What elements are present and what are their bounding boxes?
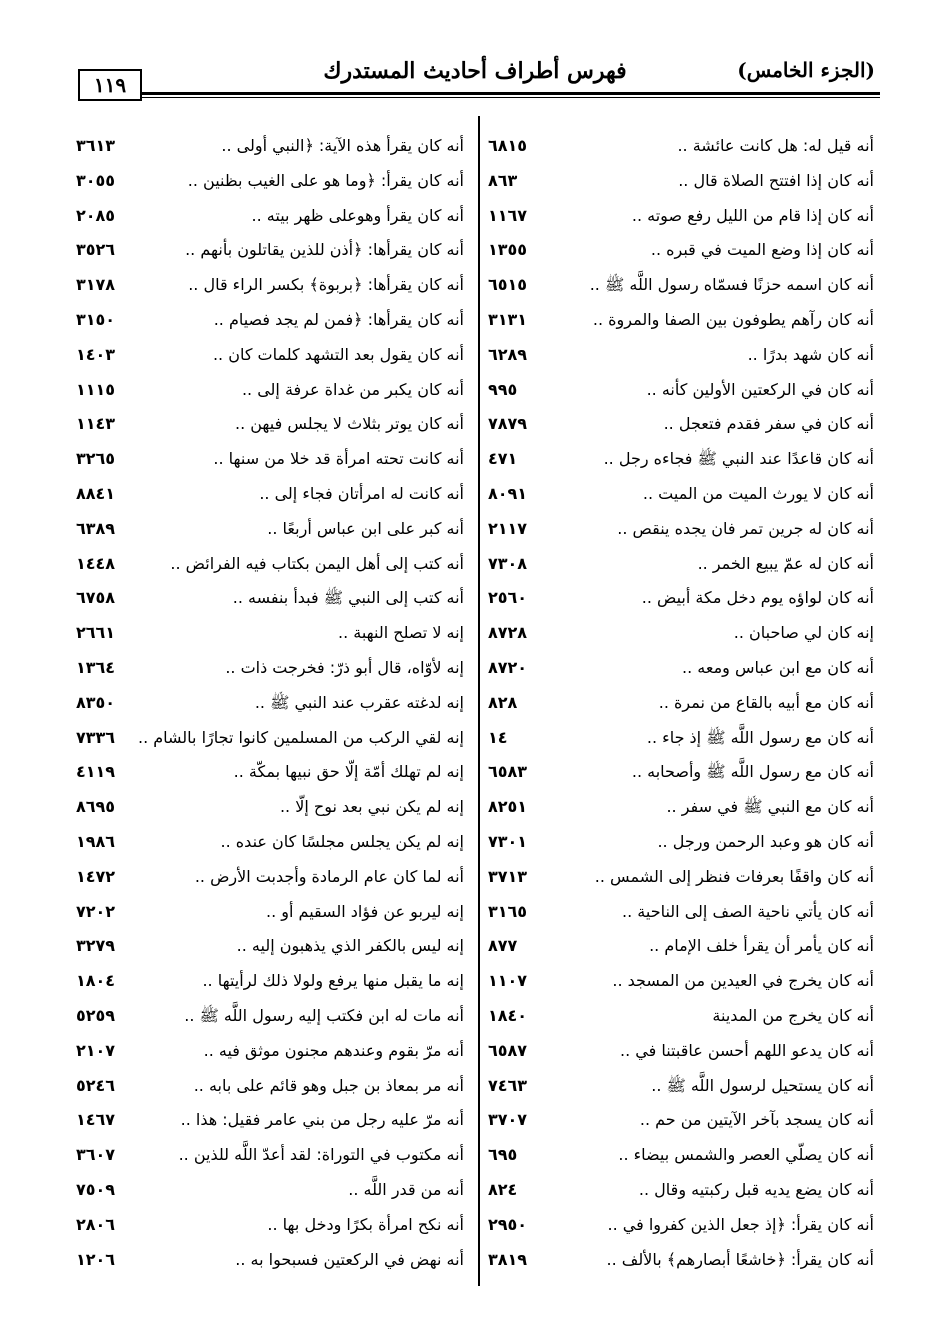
entry-reference: ٧٣٠٨ <box>488 553 528 573</box>
entry-text: أنه كبر على ابن عباس أربعًا .. <box>267 518 464 538</box>
index-entry <box>482 550 882 585</box>
entry-reference: ١١٤٣ <box>76 414 116 434</box>
entry-text: أنه كان يقرأها: ﴿بربوة﴾ بكسر الراء قال .. <box>188 275 464 295</box>
entry-text: أنه كان إذا قام من الليل رفع صوته .. <box>631 205 874 225</box>
entry-text: أنه كان إذا افتتح الصلاة قال .. <box>678 170 874 190</box>
index-entry <box>70 863 470 898</box>
entry-text: أنه من قدر اللَّه .. <box>348 1179 464 1199</box>
entry-reference: ٣٥٢٦ <box>76 240 116 260</box>
entry-text: أنه كان رآهم يطوفون بين الصفا والمروة .. <box>592 309 874 329</box>
entry-reference: ١٤٦٧ <box>76 1110 116 1130</box>
entry-reference: ٣٢٧٩ <box>76 936 116 956</box>
entry-reference: ٨٦٩٥ <box>76 797 116 817</box>
entry-reference: ٣٦١٣ <box>76 136 116 155</box>
entry-reference: ٨٠٩١ <box>488 483 528 503</box>
entry-text: أنه كان اسمه حزنًا فسمّاه رسول اللَّه ﷺ .. <box>589 275 874 295</box>
entry-text: إنه لأوّاه، قال أبو ذرّ: فخرجت ذات .. <box>225 657 464 677</box>
index-entry <box>482 1037 882 1072</box>
entry-reference: ٢٦٦١ <box>76 623 116 643</box>
index-entry <box>482 793 882 828</box>
index-entry <box>482 1072 882 1107</box>
index-entry <box>70 619 470 654</box>
entry-reference: ٦٩٥ <box>488 1145 518 1165</box>
column-divider <box>478 116 480 1286</box>
index-entry <box>482 202 882 237</box>
index-entry <box>482 167 882 202</box>
entry-reference: ٢٥٦٠ <box>488 588 528 608</box>
entry-text: إنه لقي الركب من المسلمين كانوا تجارًا بالشام .. <box>137 727 464 747</box>
entry-reference: ١٨٠٤ <box>76 971 116 991</box>
entry-reference: ٧٥٠٩ <box>76 1179 116 1199</box>
index-entry <box>70 410 470 445</box>
left-column <box>70 132 470 1280</box>
entry-reference: ٣٢٦٥ <box>76 449 116 469</box>
right-column <box>482 132 882 1280</box>
entry-text: أنه كان يقرأها: ﴿فمن لم يجد فصيام .. <box>213 309 464 329</box>
entry-text: إنه ليس بالكفر الذي يذهبون إليه .. <box>236 936 464 956</box>
index-entry <box>482 758 882 793</box>
entry-text: إنه ما يقبل منها يرفع ولولا ذلك لرأيتها .. <box>202 971 464 991</box>
entry-reference: ٦٣٨٩ <box>76 518 116 538</box>
entry-text: أنه قيل له: هل كانت عائشة .. <box>677 136 874 155</box>
entry-text: أنه كان إذا وضع الميت في قبره .. <box>650 240 874 260</box>
index-entry <box>70 376 470 411</box>
entry-text: أنه كان يخرج في العيدين من المسجد .. <box>612 971 874 991</box>
entry-text: أنه لما كان عام الرمادة وأجدبت الأرض .. <box>194 866 464 886</box>
entry-reference: ٧٤٦٣ <box>488 1075 528 1095</box>
entry-text: أنه نهض في الركعتين فسبحوا به .. <box>235 1249 464 1269</box>
entry-text: أنه كان يأمر أن يقرأ خلف الإمام .. <box>649 936 874 956</box>
entry-reference: ١١٠٧ <box>488 971 528 991</box>
entry-reference: ٧٨٧٩ <box>488 414 528 434</box>
entry-text: أنه كان يقرأها: ﴿أذن للذين يقاتلون بأنهم .. <box>185 240 464 260</box>
index-entry <box>70 584 470 619</box>
page-title: فهرس أطراف أحاديث المستدرك <box>323 58 627 84</box>
entry-reference: ١٢٠٦ <box>76 1249 116 1269</box>
entry-reference: ٨٦٣ <box>488 170 518 190</box>
index-entry <box>482 898 882 933</box>
index-entry <box>482 271 882 306</box>
entry-reference: ١٤٧٢ <box>76 866 116 886</box>
index-entry <box>70 132 470 167</box>
page-header <box>70 52 880 102</box>
entry-reference: ١٨٤٠ <box>488 1005 528 1025</box>
index-entry <box>70 758 470 793</box>
index-entry <box>482 1176 882 1211</box>
entry-reference: ٦٥٨٧ <box>488 1040 528 1060</box>
entry-text: أنه كان يوتر بثلاث لا يجلس فيهن .. <box>234 414 464 434</box>
entry-reference: ٨٣٥٠ <box>76 692 116 712</box>
index-entry <box>70 1037 470 1072</box>
index-entry <box>70 967 470 1002</box>
entry-reference: ٨٧٢٠ <box>488 657 528 677</box>
entry-text: أنه مرّ عليه رجل من بني عامر فقيل: هذا .. <box>180 1110 464 1130</box>
entry-reference: ٨٢٨ <box>488 692 518 712</box>
index-entry <box>70 1211 470 1246</box>
index-entry <box>482 619 882 654</box>
entry-reference: ١٣٥٥ <box>488 240 528 260</box>
entry-reference: ٢٠٨٥ <box>76 205 116 225</box>
index-entry <box>482 306 882 341</box>
index-entry <box>482 1106 882 1141</box>
index-entry <box>70 1106 470 1141</box>
page-number: ١١٩ <box>78 69 142 101</box>
entry-reference: ٦٥١٥ <box>488 275 528 295</box>
entry-reference: ٦٢٨٩ <box>488 344 528 364</box>
index-entry <box>482 236 882 271</box>
header-rule <box>142 92 880 95</box>
index-entry <box>70 306 470 341</box>
index-entry <box>70 689 470 724</box>
entry-text: أنه كانت تحته امرأة قد خلا من سنها .. <box>213 449 464 469</box>
index-entry <box>482 689 882 724</box>
entry-text: أنه كان يصلّي العصر والشمس بيضاء .. <box>618 1145 874 1165</box>
entry-reference: ٢١٠٧ <box>76 1040 116 1060</box>
entry-text: أنه كان مع أبيه بالقاع من نمرة .. <box>658 692 874 712</box>
entry-text: أنه كان مع رسول اللَّه ﷺ وأصحابه .. <box>631 762 874 782</box>
entry-reference: ٢٨٠٦ <box>76 1214 116 1234</box>
index-entry <box>70 1072 470 1107</box>
entry-reference: ٣٨١٩ <box>488 1249 528 1269</box>
entry-text: أنه كان يسجد بآخر الآيتين من حم .. <box>639 1110 874 1130</box>
entry-text: أنه كان لواؤه يوم دخل مكة أبيض .. <box>641 588 874 608</box>
index-entry <box>70 515 470 550</box>
entry-text: إنه كان لي صاحبان .. <box>733 623 874 643</box>
entry-text: أنه كان يدعو اللهم أحسن عاقبتنا في .. <box>620 1040 874 1060</box>
volume-label: (الجزء الخامس) <box>737 58 875 82</box>
entry-text: أنه كان في الركعتين الأولين كأنه .. <box>646 379 874 399</box>
index-entry <box>70 167 470 202</box>
entry-reference: ١٤٠٣ <box>76 344 116 364</box>
index-entry <box>482 584 882 619</box>
entry-text: أنه نكح امرأة بكرًا ودخل بها .. <box>267 1214 464 1234</box>
entry-text: إنه لم يكن يجلس مجلسًا كان عنده .. <box>220 831 464 851</box>
entry-text: أنه كان هو وعبد الرحمن ورجل .. <box>657 831 874 851</box>
entry-text: إنه لم يكن نبي بعد نوح إلّا .. <box>279 797 464 817</box>
entry-reference: ٧٣٣٦ <box>76 727 116 747</box>
entry-reference: ٨٢٤ <box>488 1179 518 1199</box>
entry-reference: ٣١٥٠ <box>76 309 116 329</box>
entry-reference: ٥٢٥٩ <box>76 1005 116 1025</box>
index-entry <box>482 132 882 167</box>
index-entry <box>482 1246 882 1281</box>
entry-reference: ٢١١٧ <box>488 518 528 538</box>
entry-reference: ٨٧٢٨ <box>488 623 528 643</box>
entry-text: أنه مر بمعاذ بن جبل وهو قائم على بابه .. <box>193 1075 464 1095</box>
entry-reference: ٧٣٠١ <box>488 831 528 851</box>
entry-text: أنه كان لا يورث الميت من الميت .. <box>642 483 874 503</box>
entry-text: أنه كان يكبر من غداة عرفة إلى .. <box>241 379 464 399</box>
entry-text: أنه كان يستحيل لرسول اللَّه ﷺ .. <box>651 1075 874 1095</box>
index-entry <box>70 654 470 689</box>
entry-reference: ٧٢٠٢ <box>76 901 116 921</box>
entry-text: أنه كان يقرأ: ﴿خاشعًا أبصارهم﴾ بالألف .. <box>606 1249 874 1269</box>
entry-text: أنه كان مع رسول اللَّه ﷺ إذ جاء .. <box>646 727 874 747</box>
entry-reference: ٥٢٤٦ <box>76 1075 116 1095</box>
entry-reference: ٢٩٥٠ <box>488 1214 528 1234</box>
index-entry <box>482 1141 882 1176</box>
entry-reference: ٩٩٥ <box>488 379 518 399</box>
entry-text: أنه كتب إلى أهل اليمن بكتاب فيه الفرائض .. <box>170 553 464 573</box>
entry-reference: ٨٨٤١ <box>76 483 116 503</box>
index-entry <box>482 341 882 376</box>
entry-text: أنه كان يقرأ وهوعلى ظهر بيته .. <box>251 205 464 225</box>
index-entry <box>482 932 882 967</box>
entry-text: أنه كان مع النبي ﷺ في سفر .. <box>666 797 874 817</box>
entry-reference: ٨٢٥١ <box>488 797 528 817</box>
entry-reference: ٣٧٠٧ <box>488 1110 528 1130</box>
entry-reference: ٣٦٠٧ <box>76 1145 116 1165</box>
entry-text: أنه كان يقرأ: ﴿وما هو على الغيب بظنين .. <box>187 170 464 190</box>
entry-text: أنه كان شهد بدرًا .. <box>747 344 874 364</box>
index-entry <box>70 341 470 376</box>
entry-text: أنه مات له ابن فكتب إليه رسول اللَّه ﷺ .. <box>184 1005 464 1025</box>
index-entry <box>482 654 882 689</box>
entry-text: إنه لا تصلح النهبة .. <box>338 623 464 643</box>
entry-reference: ١٣٦٤ <box>76 657 116 677</box>
entry-text: أنه كان قاعدًا عند النبي ﷺ فجاءه رجل .. <box>603 449 874 469</box>
entry-text: أنه كان مع ابن عباس ومعه .. <box>682 657 874 677</box>
index-entry <box>70 793 470 828</box>
index-entry <box>70 1002 470 1037</box>
entry-text: أنه كتب إلى النبي ﷺ فبدأ بنفسه .. <box>232 588 464 608</box>
index-entry <box>70 1246 470 1281</box>
index-entry <box>70 1176 470 1211</box>
entry-reference: ٦٧٥٨ <box>76 588 116 608</box>
index-entry <box>482 410 882 445</box>
entry-text: أنه كانت له امرأتان فجاء إلى .. <box>259 483 464 503</box>
index-entry <box>70 445 470 480</box>
index-entry <box>70 550 470 585</box>
entry-reference: ١١١٥ <box>76 379 116 399</box>
index-entry <box>482 1002 882 1037</box>
entry-text: أنه كان يقرأ: ﴿إذ جعل الذين كفروا في .. <box>607 1214 874 1234</box>
index-entry <box>482 480 882 515</box>
entry-reference: ١٩٨٦ <box>76 831 116 851</box>
index-entry <box>70 1141 470 1176</box>
entry-reference: ١٤ <box>488 727 508 747</box>
index-entry <box>482 515 882 550</box>
entry-text: أنه مرّ بقوم وعندهم مجنون موثق فيه .. <box>203 1040 464 1060</box>
index-entry <box>70 932 470 967</box>
index-entry <box>482 828 882 863</box>
entry-text: أنه كان يخرج من المدينة <box>712 1005 874 1025</box>
entry-text: إنه لم تهلك أمّة إلّا حق نبيها بمكّة .. <box>233 762 464 782</box>
index-entry <box>482 724 882 759</box>
entry-text: أنه مكتوب في التوراة: لقد أعدّ اللَّه للذين .. <box>178 1145 464 1165</box>
entry-text: أنه كان يأتي ناحية الصف إلى الناحية .. <box>622 901 874 921</box>
entry-reference: ١١٦٧ <box>488 205 528 225</box>
index-entry <box>70 271 470 306</box>
entry-reference: ٣١٦٥ <box>488 901 528 921</box>
entry-reference: ٤١١٩ <box>76 762 116 782</box>
index-entry <box>70 724 470 759</box>
entry-reference: ٣١٣١ <box>488 309 528 329</box>
index-entry <box>482 967 882 1002</box>
entry-text: أنه كان يضع يديه قبل ركبتيه وقال .. <box>638 1179 874 1199</box>
header-rule-thin <box>142 97 880 98</box>
entry-text: أنه كان له عمّ يبيع الخمر .. <box>697 553 874 573</box>
entry-text: إنه ليربو عن فؤاد السقيم أو .. <box>266 901 464 921</box>
entry-reference: ٣١٧٨ <box>76 275 116 295</box>
index-entry <box>70 236 470 271</box>
index-entry <box>482 376 882 411</box>
entry-reference: ٣٧١٣ <box>488 866 528 886</box>
entry-text: أنه كان واقفًا بعرفات فنظر إلى الشمس .. <box>594 866 874 886</box>
entry-text: أنه كان له جرين تمر فان يجده ينقص .. <box>617 518 874 538</box>
entry-text: إنه لدغته عقرب عند النبي ﷺ .. <box>254 692 464 712</box>
entry-reference: ٣٠٥٥ <box>76 170 116 190</box>
entry-text: أنه كان يقرأ هذه الآية: ﴿النبي أولى .. <box>221 136 464 155</box>
entry-reference: ١٤٤٨ <box>76 553 116 573</box>
entry-text: أنه كان يقول بعد التشهد كلمات كان .. <box>212 344 464 364</box>
entry-reference: ٦٨١٥ <box>488 136 528 155</box>
index-entry <box>70 898 470 933</box>
index-entry <box>482 863 882 898</box>
entry-reference: ٦٥٨٣ <box>488 762 528 782</box>
index-entry <box>482 445 882 480</box>
entry-text: أنه كان في سفر فقدم فتعجل .. <box>663 414 874 434</box>
index-entry <box>482 1211 882 1246</box>
entry-reference: ٨٧٧ <box>488 936 518 956</box>
index-entry <box>70 480 470 515</box>
index-entry <box>70 202 470 237</box>
entry-reference: ٤٧١ <box>488 449 518 469</box>
index-entry <box>70 828 470 863</box>
